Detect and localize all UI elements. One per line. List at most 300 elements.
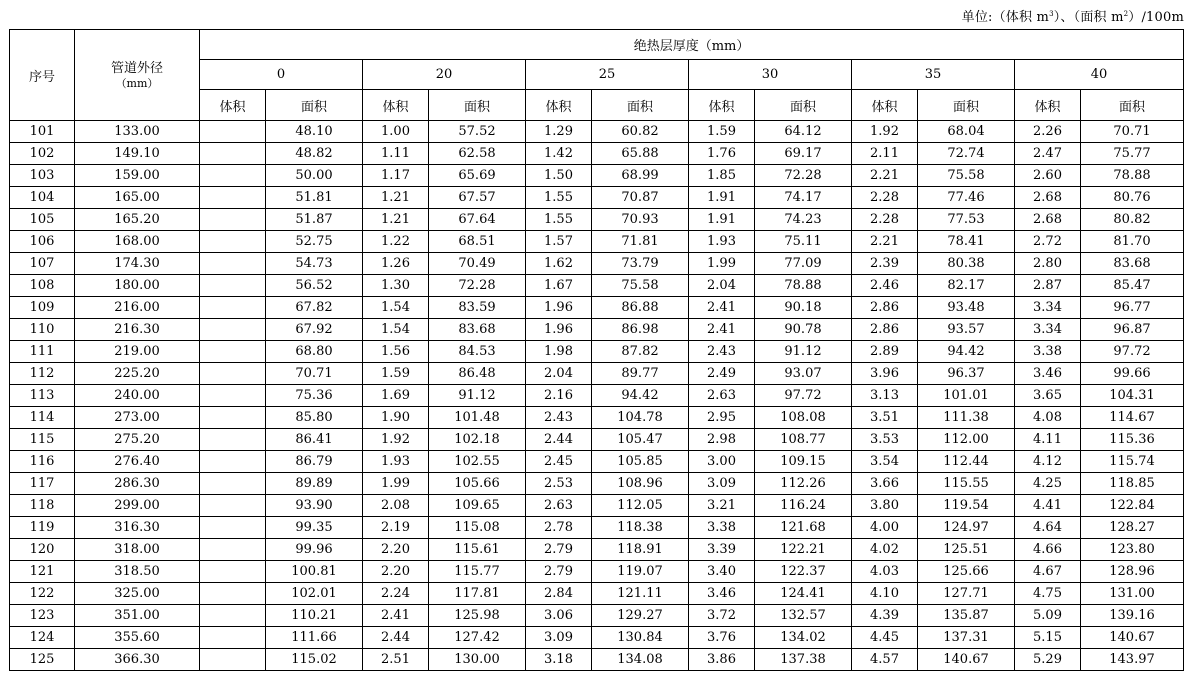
volume-cell [200, 429, 266, 451]
volume-cell: 1.30 [363, 275, 429, 297]
area-cell: 65.88 [592, 143, 689, 165]
volume-cell [200, 583, 266, 605]
diameter-cell: 355.60 [75, 627, 200, 649]
area-cell: 93.07 [755, 363, 852, 385]
area-cell: 85.80 [266, 407, 363, 429]
area-cell: 123.80 [1081, 539, 1184, 561]
volume-cell: 1.11 [363, 143, 429, 165]
volume-cell [200, 561, 266, 583]
volume-cell: 3.18 [526, 649, 592, 671]
area-cell: 80.82 [1081, 209, 1184, 231]
table-row [10, 143, 1184, 165]
seq-cell: 122 [10, 583, 75, 605]
header-thickness: 绝热层厚度（mm） [200, 30, 1184, 60]
area-cell: 108.08 [755, 407, 852, 429]
area-cell: 72.74 [918, 143, 1015, 165]
area-cell: 99.35 [266, 517, 363, 539]
volume-cell: 1.99 [689, 253, 755, 275]
area-cell: 70.71 [1081, 121, 1184, 143]
volume-cell: 4.00 [852, 517, 918, 539]
volume-cell: 2.20 [363, 561, 429, 583]
volume-cell: 1.54 [363, 319, 429, 341]
volume-cell: 4.45 [852, 627, 918, 649]
volume-cell: 3.86 [689, 649, 755, 671]
unit-note-square-superscript: 2 [1123, 10, 1129, 18]
diameter-cell: 168.00 [75, 231, 200, 253]
area-cell: 56.52 [266, 275, 363, 297]
table-row [10, 473, 1184, 495]
volume-cell: 2.41 [689, 297, 755, 319]
area-cell: 109.15 [755, 451, 852, 473]
area-cell: 99.96 [266, 539, 363, 561]
area-cell: 94.42 [592, 385, 689, 407]
table-row [10, 187, 1184, 209]
volume-cell [200, 143, 266, 165]
volume-cell: 2.87 [1015, 275, 1081, 297]
seq-cell: 111 [10, 341, 75, 363]
volume-cell [200, 407, 266, 429]
area-cell: 104.31 [1081, 385, 1184, 407]
area-cell: 89.77 [592, 363, 689, 385]
diameter-cell: 225.20 [75, 363, 200, 385]
area-cell: 112.26 [755, 473, 852, 495]
header-volume: 体积 [363, 90, 429, 121]
unit-note [962, 6, 1184, 25]
area-cell: 116.24 [755, 495, 852, 517]
area-cell: 112.00 [918, 429, 1015, 451]
volume-cell: 4.25 [1015, 473, 1081, 495]
area-cell: 51.81 [266, 187, 363, 209]
table-row [10, 165, 1184, 187]
header-thickness-value: 20 [363, 60, 526, 90]
seq-cell: 104 [10, 187, 75, 209]
volume-cell: 3.65 [1015, 385, 1081, 407]
diameter-cell: 276.40 [75, 451, 200, 473]
area-cell: 54.73 [266, 253, 363, 275]
volume-cell: 3.39 [689, 539, 755, 561]
header-area: 面积 [918, 90, 1015, 121]
volume-cell: 2.39 [852, 253, 918, 275]
volume-cell: 1.69 [363, 385, 429, 407]
volume-cell: 3.80 [852, 495, 918, 517]
seq-cell: 125 [10, 649, 75, 671]
area-cell: 65.69 [429, 165, 526, 187]
seq-cell: 117 [10, 473, 75, 495]
volume-cell [200, 539, 266, 561]
header-area: 面积 [1081, 90, 1184, 121]
area-cell: 102.01 [266, 583, 363, 605]
volume-cell: 4.64 [1015, 517, 1081, 539]
volume-cell: 1.92 [852, 121, 918, 143]
area-cell: 51.87 [266, 209, 363, 231]
area-cell: 86.88 [592, 297, 689, 319]
header-area: 面积 [429, 90, 526, 121]
volume-cell: 2.41 [363, 605, 429, 627]
volume-cell: 2.79 [526, 561, 592, 583]
area-cell: 94.42 [918, 341, 1015, 363]
volume-cell: 1.55 [526, 209, 592, 231]
area-cell: 80.76 [1081, 187, 1184, 209]
area-cell: 67.64 [429, 209, 526, 231]
header-area: 面积 [266, 90, 363, 121]
diameter-cell: 318.50 [75, 561, 200, 583]
area-cell: 74.23 [755, 209, 852, 231]
area-cell: 74.17 [755, 187, 852, 209]
header-diameter-label: 管道外径 [110, 60, 163, 76]
volume-cell: 1.21 [363, 209, 429, 231]
area-cell: 81.70 [1081, 231, 1184, 253]
volume-cell: 4.08 [1015, 407, 1081, 429]
volume-cell: 2.78 [526, 517, 592, 539]
area-cell: 71.81 [592, 231, 689, 253]
volume-cell: 3.09 [526, 627, 592, 649]
diameter-cell: 273.00 [75, 407, 200, 429]
area-cell: 68.04 [918, 121, 1015, 143]
volume-cell: 4.39 [852, 605, 918, 627]
unit-note-middle: ）、（面积 m [1053, 10, 1124, 25]
volume-cell [200, 187, 266, 209]
area-cell: 140.67 [918, 649, 1015, 671]
volume-cell: 2.63 [526, 495, 592, 517]
volume-cell: 4.03 [852, 561, 918, 583]
area-cell: 112.44 [918, 451, 1015, 473]
table-row [10, 627, 1184, 649]
table-row [10, 341, 1184, 363]
volume-cell: 2.45 [526, 451, 592, 473]
area-cell: 78.88 [1081, 165, 1184, 187]
area-cell: 104.78 [592, 407, 689, 429]
area-cell: 84.53 [429, 341, 526, 363]
area-cell: 75.58 [918, 165, 1015, 187]
area-cell: 105.66 [429, 473, 526, 495]
area-cell: 68.51 [429, 231, 526, 253]
volume-cell: 1.42 [526, 143, 592, 165]
volume-cell: 5.15 [1015, 627, 1081, 649]
volume-cell [200, 605, 266, 627]
volume-cell: 2.60 [1015, 165, 1081, 187]
volume-cell: 3.38 [689, 517, 755, 539]
area-cell: 70.49 [429, 253, 526, 275]
area-cell: 93.57 [918, 319, 1015, 341]
area-cell: 99.66 [1081, 363, 1184, 385]
area-cell: 143.97 [1081, 649, 1184, 671]
volume-cell: 1.62 [526, 253, 592, 275]
volume-cell [200, 627, 266, 649]
volume-cell: 1.67 [526, 275, 592, 297]
area-cell: 57.52 [429, 121, 526, 143]
header-volume: 体积 [852, 90, 918, 121]
area-cell: 130.84 [592, 627, 689, 649]
diameter-cell: 286.30 [75, 473, 200, 495]
volume-cell: 4.12 [1015, 451, 1081, 473]
area-cell: 111.38 [918, 407, 1015, 429]
diameter-cell: 316.30 [75, 517, 200, 539]
area-cell: 86.98 [592, 319, 689, 341]
volume-cell: 2.19 [363, 517, 429, 539]
seq-cell: 107 [10, 253, 75, 275]
volume-cell [200, 121, 266, 143]
area-cell: 129.27 [592, 605, 689, 627]
area-cell: 77.09 [755, 253, 852, 275]
area-cell: 114.67 [1081, 407, 1184, 429]
seq-cell: 116 [10, 451, 75, 473]
area-cell: 82.17 [918, 275, 1015, 297]
volume-cell: 1.59 [689, 121, 755, 143]
seq-cell: 124 [10, 627, 75, 649]
volume-cell: 1.91 [689, 209, 755, 231]
volume-cell: 3.54 [852, 451, 918, 473]
table-row [10, 649, 1184, 671]
table-row [10, 209, 1184, 231]
seq-cell: 120 [10, 539, 75, 561]
volume-cell: 2.26 [1015, 121, 1081, 143]
volume-cell: 2.49 [689, 363, 755, 385]
volume-cell: 3.38 [1015, 341, 1081, 363]
volume-cell: 1.99 [363, 473, 429, 495]
volume-cell: 4.41 [1015, 495, 1081, 517]
header-thickness-value: 35 [852, 60, 1015, 90]
seq-cell: 123 [10, 605, 75, 627]
table-row [10, 385, 1184, 407]
volume-cell: 2.86 [852, 319, 918, 341]
seq-cell: 115 [10, 429, 75, 451]
area-cell: 122.21 [755, 539, 852, 561]
table-row [10, 121, 1184, 143]
area-cell: 52.75 [266, 231, 363, 253]
area-cell: 85.47 [1081, 275, 1184, 297]
area-cell: 48.10 [266, 121, 363, 143]
volume-cell: 3.51 [852, 407, 918, 429]
volume-cell: 3.34 [1015, 297, 1081, 319]
volume-cell: 2.28 [852, 209, 918, 231]
volume-cell: 1.22 [363, 231, 429, 253]
table-row [10, 451, 1184, 473]
volume-cell: 2.16 [526, 385, 592, 407]
diameter-cell: 299.00 [75, 495, 200, 517]
table-row [10, 407, 1184, 429]
area-cell: 112.05 [592, 495, 689, 517]
unit-note-suffix: ）/100m [1128, 10, 1184, 25]
header-seq: 序号 [10, 30, 75, 121]
volume-cell: 1.00 [363, 121, 429, 143]
area-cell: 122.84 [1081, 495, 1184, 517]
volume-cell: 3.13 [852, 385, 918, 407]
volume-cell: 4.66 [1015, 539, 1081, 561]
header-volume: 体积 [200, 90, 266, 121]
header-area: 面积 [755, 90, 852, 121]
diameter-cell: 366.30 [75, 649, 200, 671]
table-row [10, 495, 1184, 517]
volume-cell: 2.04 [526, 363, 592, 385]
volume-cell: 2.04 [689, 275, 755, 297]
area-cell: 86.79 [266, 451, 363, 473]
volume-cell: 2.20 [363, 539, 429, 561]
diameter-cell: 351.00 [75, 605, 200, 627]
volume-cell: 2.21 [852, 165, 918, 187]
area-cell: 119.07 [592, 561, 689, 583]
table-row [10, 561, 1184, 583]
area-cell: 119.54 [918, 495, 1015, 517]
area-cell: 127.42 [429, 627, 526, 649]
table-row [10, 231, 1184, 253]
unit-note-cubic-superscript: 3 [1049, 10, 1054, 18]
seq-cell: 103 [10, 165, 75, 187]
area-cell: 96.77 [1081, 297, 1184, 319]
area-cell: 93.90 [266, 495, 363, 517]
table-row [10, 583, 1184, 605]
area-cell: 137.31 [918, 627, 1015, 649]
volume-cell [200, 517, 266, 539]
volume-cell [200, 451, 266, 473]
volume-cell: 3.21 [689, 495, 755, 517]
table-row [10, 275, 1184, 297]
header-diameter-unit: （mm） [115, 76, 159, 90]
area-cell: 86.41 [266, 429, 363, 451]
volume-cell: 3.34 [1015, 319, 1081, 341]
header-area: 面积 [592, 90, 689, 121]
volume-cell: 1.98 [526, 341, 592, 363]
volume-cell: 2.53 [526, 473, 592, 495]
area-cell: 128.27 [1081, 517, 1184, 539]
area-cell: 139.16 [1081, 605, 1184, 627]
area-cell: 130.00 [429, 649, 526, 671]
volume-cell [200, 649, 266, 671]
area-cell: 115.08 [429, 517, 526, 539]
volume-cell: 1.55 [526, 187, 592, 209]
area-cell: 102.18 [429, 429, 526, 451]
area-cell: 127.71 [918, 583, 1015, 605]
table-row [10, 517, 1184, 539]
volume-cell [200, 231, 266, 253]
area-cell: 101.01 [918, 385, 1015, 407]
area-cell: 70.93 [592, 209, 689, 231]
table-row [10, 429, 1184, 451]
area-cell: 111.66 [266, 627, 363, 649]
volume-cell: 2.11 [852, 143, 918, 165]
volume-cell: 5.29 [1015, 649, 1081, 671]
area-cell: 67.92 [266, 319, 363, 341]
area-cell: 124.41 [755, 583, 852, 605]
area-cell: 100.81 [266, 561, 363, 583]
diameter-cell: 133.00 [75, 121, 200, 143]
unit-note-prefix: 单位:（体积 m [961, 10, 1050, 25]
area-cell: 86.48 [429, 363, 526, 385]
area-cell: 64.12 [755, 121, 852, 143]
volume-cell: 3.46 [689, 583, 755, 605]
diameter-cell: 174.30 [75, 253, 200, 275]
diameter-cell: 165.00 [75, 187, 200, 209]
volume-cell: 2.24 [363, 583, 429, 605]
header-thickness-value: 25 [526, 60, 689, 90]
volume-cell [200, 275, 266, 297]
area-cell: 60.82 [592, 121, 689, 143]
area-cell: 125.66 [918, 561, 1015, 583]
volume-cell: 3.06 [526, 605, 592, 627]
area-cell: 115.74 [1081, 451, 1184, 473]
volume-cell: 2.89 [852, 341, 918, 363]
area-cell: 102.55 [429, 451, 526, 473]
volume-cell [200, 385, 266, 407]
volume-cell: 2.41 [689, 319, 755, 341]
area-cell: 124.97 [918, 517, 1015, 539]
header-thickness-value: 40 [1015, 60, 1184, 90]
volume-cell: 3.72 [689, 605, 755, 627]
area-cell: 115.61 [429, 539, 526, 561]
volume-cell: 1.54 [363, 297, 429, 319]
diameter-cell: 318.00 [75, 539, 200, 561]
volume-cell: 2.84 [526, 583, 592, 605]
volume-cell: 2.63 [689, 385, 755, 407]
table-row [10, 319, 1184, 341]
area-cell: 91.12 [755, 341, 852, 363]
area-cell: 83.59 [429, 297, 526, 319]
area-cell: 96.37 [918, 363, 1015, 385]
diameter-cell: 180.00 [75, 275, 200, 297]
area-cell: 97.72 [755, 385, 852, 407]
area-cell: 83.68 [429, 319, 526, 341]
header-thickness-value: 30 [689, 60, 852, 90]
area-cell: 67.82 [266, 297, 363, 319]
volume-cell: 2.80 [1015, 253, 1081, 275]
seq-cell: 105 [10, 209, 75, 231]
area-cell: 72.28 [755, 165, 852, 187]
area-cell: 90.18 [755, 297, 852, 319]
volume-cell [200, 341, 266, 363]
area-cell: 115.55 [918, 473, 1015, 495]
table-row [10, 253, 1184, 275]
header-thickness-value: 0 [200, 60, 363, 90]
table-row [10, 605, 1184, 627]
area-cell: 75.77 [1081, 143, 1184, 165]
area-cell: 75.58 [592, 275, 689, 297]
diameter-cell: 219.00 [75, 341, 200, 363]
volume-cell: 1.50 [526, 165, 592, 187]
area-cell: 97.72 [1081, 341, 1184, 363]
volume-cell: 5.09 [1015, 605, 1081, 627]
volume-cell: 1.17 [363, 165, 429, 187]
area-cell: 77.53 [918, 209, 1015, 231]
area-cell: 72.28 [429, 275, 526, 297]
volume-cell: 1.93 [689, 231, 755, 253]
diameter-cell: 275.20 [75, 429, 200, 451]
header-volume: 体积 [526, 90, 592, 121]
area-cell: 70.71 [266, 363, 363, 385]
volume-cell: 4.11 [1015, 429, 1081, 451]
area-cell: 134.02 [755, 627, 852, 649]
diameter-cell: 165.20 [75, 209, 200, 231]
seq-cell: 112 [10, 363, 75, 385]
volume-cell: 1.26 [363, 253, 429, 275]
area-cell: 78.88 [755, 275, 852, 297]
area-cell: 83.68 [1081, 253, 1184, 275]
volume-cell: 1.59 [363, 363, 429, 385]
area-cell: 87.82 [592, 341, 689, 363]
area-cell: 121.68 [755, 517, 852, 539]
volume-cell [200, 209, 266, 231]
table-header [10, 30, 1184, 121]
volume-cell: 2.86 [852, 297, 918, 319]
area-cell: 69.17 [755, 143, 852, 165]
volume-cell: 2.43 [526, 407, 592, 429]
area-cell: 134.08 [592, 649, 689, 671]
volume-cell: 2.44 [363, 627, 429, 649]
volume-cell: 1.96 [526, 319, 592, 341]
volume-cell: 1.29 [526, 121, 592, 143]
volume-cell: 4.10 [852, 583, 918, 605]
area-cell: 115.36 [1081, 429, 1184, 451]
volume-cell: 3.46 [1015, 363, 1081, 385]
area-cell: 118.85 [1081, 473, 1184, 495]
